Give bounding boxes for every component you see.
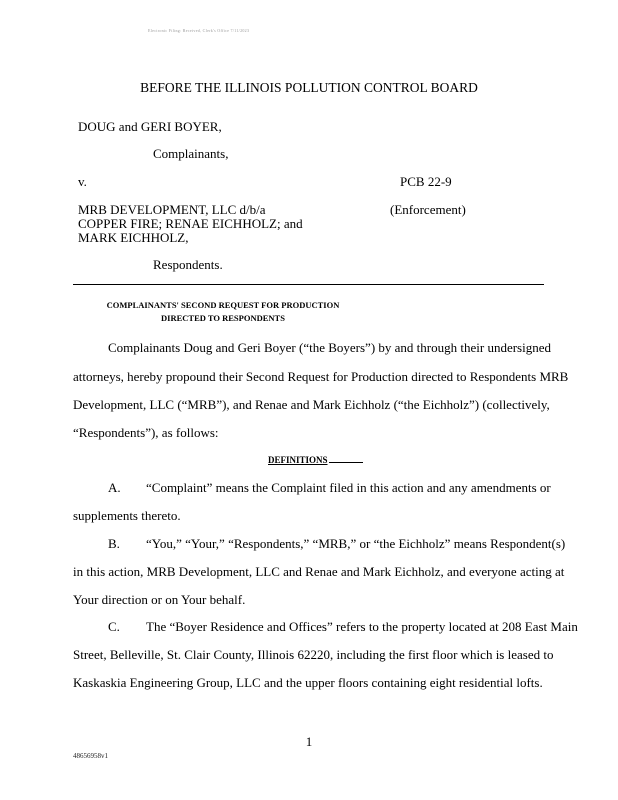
caption-respondent-line-3: MARK EICHHOLZ,: [78, 230, 189, 245]
intro-line-4: “Respondents”), as follows:: [73, 425, 219, 440]
definition-a-letter: A.: [108, 480, 121, 495]
caption-complainants-role: Complainants,: [153, 146, 229, 161]
definition-b-line-2: in this action, MRB Development, LLC and Renae and Mark Eichholz, and everyone acting at: [73, 564, 565, 579]
caption-case-number: PCB 22-9: [400, 174, 452, 189]
definition-a-line-1: “Complaint” means the Complaint filed in this action and any amendments or: [146, 480, 551, 495]
caption-divider: [73, 284, 544, 285]
definition-b-line-3: Your direction or on Your behalf.: [73, 592, 246, 607]
definition-a-line-2: supplements thereto.: [73, 508, 181, 523]
page-number: 1: [305, 734, 313, 749]
caption-case-type: (Enforcement): [390, 202, 466, 217]
caption-respondents-role: Respondents.: [153, 257, 223, 272]
caption-respondent-line-1: MRB DEVELOPMENT, LLC d/b/a: [78, 202, 266, 217]
footer-doc-id: 48656958v1: [73, 752, 108, 760]
definition-c-letter: C.: [108, 619, 120, 634]
intro-line-3: Development, LLC (“MRB”), and Renae and Mark Eichholz (“the Eichholz”) (collectively,: [73, 397, 550, 412]
request-heading: COMPLAINANTS' SECOND REQUEST FOR PRODUCTION DIRECTED TO RESPONDENTS: [106, 300, 340, 323]
caption-versus: v.: [78, 174, 87, 189]
document-title: BEFORE THE ILLINOIS POLLUTION CONTROL BOARD: [140, 80, 478, 95]
definition-c-line-3: Kaskaskia Engineering Group, LLC and the upper floors containing eight residential lofts.: [73, 675, 543, 690]
definitions-heading: DEFINITIONS: [268, 453, 363, 465]
caption-complainants: DOUG and GERI BOYER,: [78, 119, 222, 134]
header-stamp: Electronic Filing: Received, Clerk's Office 7/11/2023: [148, 28, 250, 33]
intro-line-2: attorneys, hereby propound their Second Request for Production directed to Respondents MRB: [73, 369, 569, 384]
caption-respondent-line-2: COPPER FIRE; RENAE EICHHOLZ; and: [78, 216, 303, 231]
definition-b-letter: B.: [108, 536, 120, 551]
intro-line-1: Complainants Doug and Geri Boyer (“the Boyers”) by and through their undersigned: [108, 340, 551, 355]
definition-b-line-1: “You,” “Your,” “Respondents,” “MRB,” or “the Eichholz” means Respondent(s): [146, 536, 566, 551]
definition-c-line-1: The “Boyer Residence and Offices” refers to the property located at 208 East Main: [146, 619, 578, 634]
definition-c-line-2: Street, Belleville, St. Clair County, Illinois 62220, including the first floor which is leased to: [73, 647, 554, 662]
